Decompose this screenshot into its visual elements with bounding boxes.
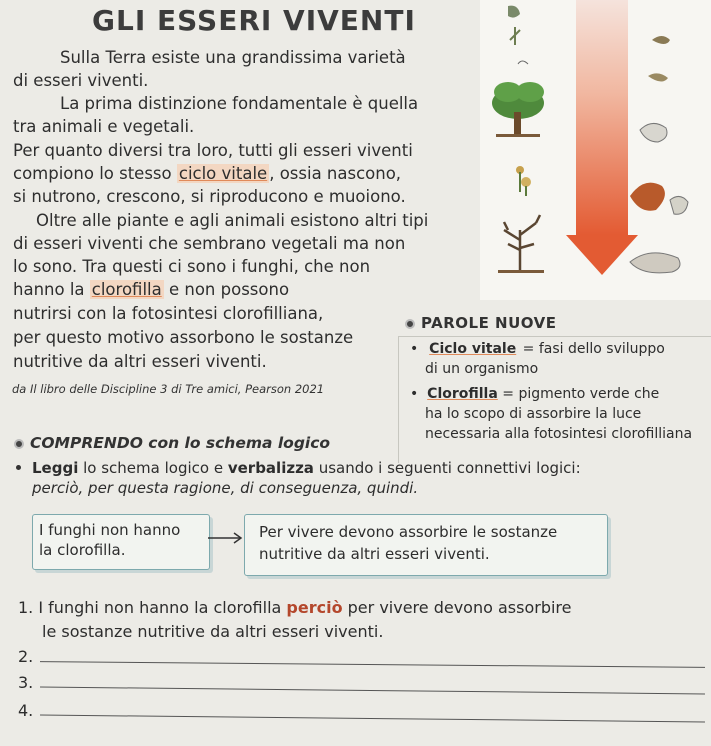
definition-line: di un organismo <box>425 361 539 377</box>
text-line: La prima distinzione fondamentale è quella <box>60 94 419 113</box>
text-line: lo sono. Tra questi ci sono i funghi, che non <box>13 257 371 276</box>
instruction: Leggi lo schema logico e verbalizza usando i seguenti connettivi logici: <box>32 459 581 477</box>
text-line: di esseri viventi che sembrano vegetali ma non <box>13 234 406 253</box>
text-line: per questo motivo assorbono le sostanze <box>13 328 354 347</box>
page-title: GLI ESSERI VIVENTI <box>92 4 416 37</box>
answer-line-3[interactable] <box>40 687 705 695</box>
bullet-icon <box>14 439 24 449</box>
exercise-number-4: 4. <box>18 701 34 720</box>
arrow-right-icon <box>208 531 244 545</box>
source-credit: da Il libro delle Discipline 3 di Tre amici, Pearson 2021 <box>12 382 325 396</box>
exercise-item-1-cont: le sostanze nutritive da altri esseri viventi. <box>42 622 384 641</box>
highlight-ciclo-vitale: ciclo vitale <box>178 164 268 183</box>
text-line: hanno la clorofilla e non possono <box>13 280 290 299</box>
schema-box-effect <box>244 514 608 576</box>
definition-ciclo-vitale: • Ciclo vitale = fasi dello sviluppo <box>410 341 665 357</box>
tree-icon <box>492 82 544 137</box>
connectives-list: perciò, per questa ragione, di conseguenza, quindi. <box>32 479 419 497</box>
section-title: COMPRENDO con lo schema logico <box>14 434 330 452</box>
schema-text: nutritive da altri esseri viventi. <box>259 545 490 563</box>
text-line: Per quanto diversi tra loro, tutti gli esseri viventi <box>13 141 413 160</box>
text-line: Sulla Terra esiste una grandissima varietà <box>60 48 406 67</box>
text-line: tra animali e vegetali. <box>13 117 195 136</box>
text-line: nutrirsi con la fotosintesi clorofilliana, <box>13 304 324 323</box>
arrow-icon <box>566 0 638 275</box>
exercise-number-3: 3. <box>18 673 34 692</box>
answer-line-2[interactable] <box>40 661 705 668</box>
text-line: compiono lo stesso ciclo vitale , ossia nascono, <box>13 164 402 183</box>
parole-nuove-title: PAROLE NUOVE <box>405 314 557 332</box>
text-line: si nutrono, crescono, si riproducono e muoiono. <box>13 187 406 206</box>
exercise-item-1: 1. I funghi non hanno la clorofilla perciò per vivere devono assorbire <box>18 598 572 617</box>
answer-line-4[interactable] <box>40 715 705 723</box>
bullet-icon <box>405 319 415 329</box>
text-line: di esseri viventi. <box>13 71 149 90</box>
illustration-living-beings <box>480 0 711 300</box>
bullet-icon <box>16 465 21 470</box>
highlight-clorofilla: clorofilla <box>91 280 162 299</box>
schema-box-cause <box>32 514 210 570</box>
schema-text: la clorofilla. <box>39 541 126 559</box>
text-line: Oltre alle piante e agli animali esistono altri tipi <box>36 211 429 230</box>
definition-clorofilla: • Clorofilla = pigmento verde che <box>410 386 660 402</box>
animal-icon <box>630 36 688 273</box>
definition-line: necessaria alla fotosintesi clorofilliana <box>425 426 693 442</box>
schema-text: I funghi non hanno <box>39 521 181 539</box>
text-line: nutritive da altri esseri viventi. <box>13 352 267 371</box>
exercise-number-2: 2. <box>18 647 34 666</box>
flower-icon <box>516 166 531 196</box>
cell-icon <box>508 6 528 64</box>
schema-text: Per vivere devono assorbire le sostanze <box>259 523 558 541</box>
definition-line: ha lo scopo di assorbire la luce <box>425 406 642 422</box>
bare-tree-icon <box>498 215 544 273</box>
